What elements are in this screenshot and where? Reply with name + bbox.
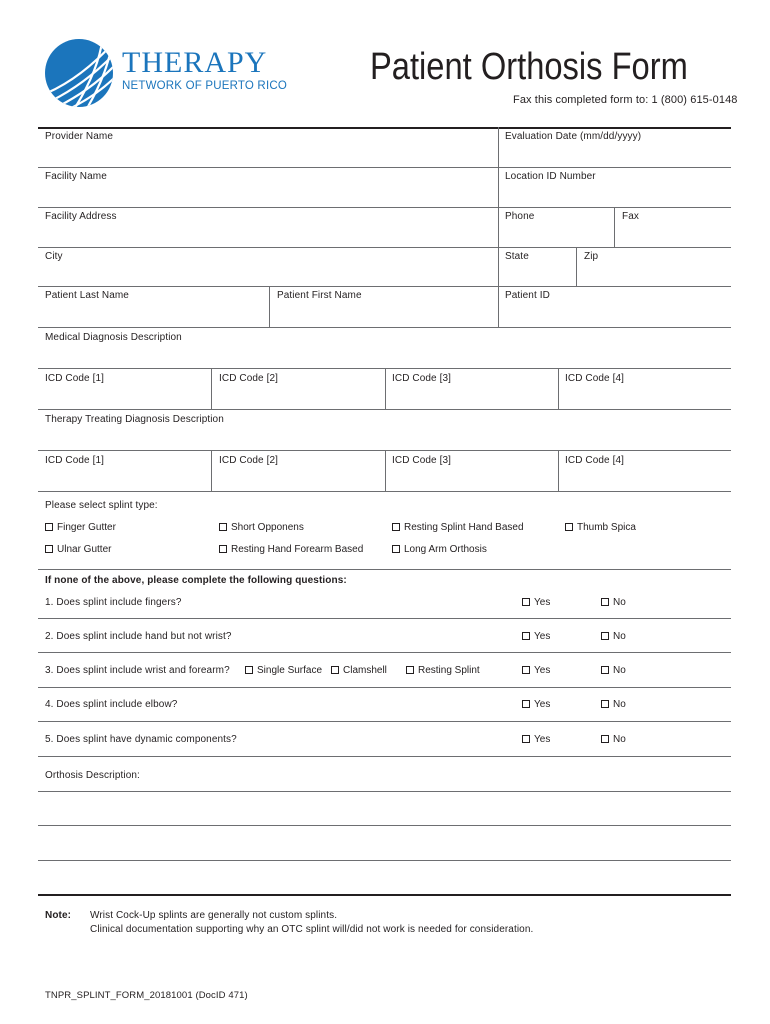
question-5: 5. Does splint have dynamic components? xyxy=(45,734,237,745)
provider-name-label: Provider Name xyxy=(45,131,113,142)
q2-yes-checkbox[interactable]: Yes xyxy=(522,631,550,642)
q3-clamshell-checkbox[interactable]: Clamshell xyxy=(331,665,387,676)
patient-id-label: Patient ID xyxy=(505,290,550,301)
q5-no-checkbox[interactable]: No xyxy=(601,734,626,745)
logo-subtitle: NETWORK OF PUERTO RICO xyxy=(122,80,287,92)
note-label: Note: xyxy=(45,910,72,921)
q4-no-checkbox[interactable]: No xyxy=(601,699,626,710)
splint-ulnar-gutter-checkbox[interactable]: Ulnar Gutter xyxy=(45,544,111,555)
q3-resting-splint-checkbox[interactable]: Resting Splint xyxy=(406,665,480,676)
patient-first-name-label: Patient First Name xyxy=(277,290,362,301)
facility-address-label: Facility Address xyxy=(45,211,117,222)
top-rule xyxy=(38,127,731,129)
question-1: 1. Does splint include fingers? xyxy=(45,597,182,608)
q1-no-checkbox[interactable]: No xyxy=(601,597,626,608)
fax-line: Fax this completed form to: 1 (800) 615-0148 xyxy=(513,94,738,106)
medical-icd-2-label: ICD Code [2] xyxy=(219,373,279,384)
question-2: 2. Does splint include hand but not wrist? xyxy=(45,631,232,642)
location-id-label: Location ID Number xyxy=(505,171,596,182)
splint-thumb-spica-checkbox[interactable]: Thumb Spica xyxy=(565,522,636,533)
splint-type-prompt: Please select splint type: xyxy=(45,500,158,511)
note-line-2: Clinical documentation supporting why an OTC splint will/did not work is needed for consideration. xyxy=(90,924,534,935)
form-code: TNPR_SPLINT_FORM_20181001 (DocID 471) xyxy=(45,990,248,1001)
q3-no-checkbox[interactable]: No xyxy=(601,665,626,676)
evaluation-date-label: Evaluation Date (mm/dd/yyyy) xyxy=(505,131,642,142)
therapy-diagnosis-label: Therapy Treating Diagnosis Description xyxy=(45,414,224,425)
medical-diagnosis-label: Medical Diagnosis Description xyxy=(45,332,182,343)
patient-last-name-label: Patient Last Name xyxy=(45,290,129,301)
city-label: City xyxy=(45,251,63,262)
fax-label: Fax xyxy=(622,211,639,222)
splint-resting-hand-based-checkbox[interactable]: Resting Splint Hand Based xyxy=(392,522,524,533)
q1-yes-checkbox[interactable]: Yes xyxy=(522,597,550,608)
logo-globe-icon xyxy=(43,37,117,109)
q3-single-surface-checkbox[interactable]: Single Surface xyxy=(245,665,322,676)
therapy-icd-1-label: ICD Code [1] xyxy=(45,455,105,466)
questions-heading: If none of the above, please complete the following questions: xyxy=(45,575,347,586)
orthosis-description-label: Orthosis Description: xyxy=(45,770,140,781)
q3-yes-checkbox[interactable]: Yes xyxy=(522,665,550,676)
facility-name-label: Facility Name xyxy=(45,171,107,182)
medical-icd-1-label: ICD Code [1] xyxy=(45,373,105,384)
page-title: Patient Orthosis Form xyxy=(370,46,688,88)
splint-long-arm-orthosis-checkbox[interactable]: Long Arm Orthosis xyxy=(392,544,487,555)
question-4: 4. Does splint include elbow? xyxy=(45,699,178,710)
logo-name: THERAPY xyxy=(122,46,268,79)
therapy-icd-2-label: ICD Code [2] xyxy=(219,455,279,466)
splint-short-opponens-checkbox[interactable]: Short Opponens xyxy=(219,522,304,533)
zip-label: Zip xyxy=(584,251,599,262)
q4-yes-checkbox[interactable]: Yes xyxy=(522,699,550,710)
q5-yes-checkbox[interactable]: Yes xyxy=(522,734,550,745)
q2-no-checkbox[interactable]: No xyxy=(601,631,626,642)
question-3: 3. Does splint include wrist and forearm? xyxy=(45,665,230,676)
therapy-icd-4-label: ICD Code [4] xyxy=(565,455,625,466)
therapy-icd-3-label: ICD Code [3] xyxy=(392,455,452,466)
splint-resting-hand-forearm-checkbox[interactable]: Resting Hand Forearm Based xyxy=(219,544,363,555)
note-line-1: Wrist Cock-Up splints are generally not custom splints. xyxy=(90,910,338,921)
phone-label: Phone xyxy=(505,211,535,222)
medical-icd-3-label: ICD Code [3] xyxy=(392,373,452,384)
medical-icd-4-label: ICD Code [4] xyxy=(565,373,625,384)
state-label: State xyxy=(505,251,529,262)
splint-finger-gutter-checkbox[interactable]: Finger Gutter xyxy=(45,522,116,533)
